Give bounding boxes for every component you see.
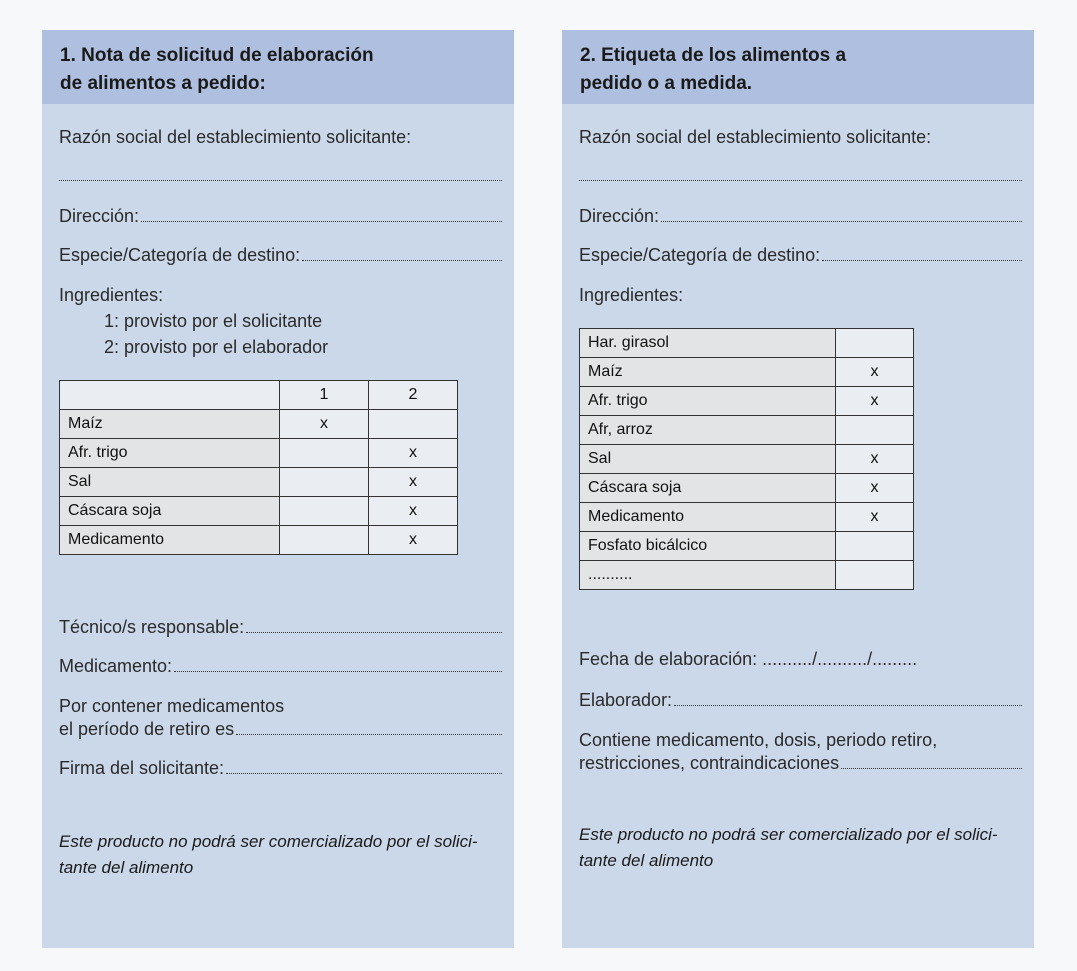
- legal-note: Este producto no podrá ser comercializado por el solici-tante del alimento: [59, 832, 478, 877]
- retiro-field[interactable]: [59, 719, 502, 740]
- tecnico-label: Técnico/s responsable:: [59, 617, 245, 637]
- table-row: [60, 468, 458, 497]
- contiene-line-1: Contiene medicamento, dosis, periodo retiro,: [579, 730, 938, 750]
- row-col-2[interactable]: x: [369, 497, 458, 526]
- table-row: [60, 439, 458, 468]
- row-name: Cáscara soja: [60, 497, 280, 526]
- row-check[interactable]: x: [836, 358, 914, 387]
- retiro-label: el período de retiro es: [59, 719, 235, 739]
- ingredientes-label: Ingredientes:: [59, 285, 164, 305]
- title-line-1: 1. Nota de solicitud de elaboración: [60, 45, 374, 66]
- row-col-2[interactable]: x: [369, 526, 458, 555]
- razon-social-field[interactable]: [59, 172, 502, 186]
- table-row: [580, 416, 914, 445]
- direccion-label: Dirección:: [59, 206, 140, 226]
- row-check[interactable]: [836, 561, 914, 590]
- row-col-1[interactable]: [280, 526, 369, 555]
- direccion-field[interactable]: [579, 206, 1022, 227]
- table-row: [60, 526, 458, 555]
- retiro-line-1: Por contener medicamentos: [59, 696, 285, 716]
- direccion-label: Dirección:: [579, 206, 660, 226]
- etiqueta-card: [562, 30, 1034, 948]
- header-cell-1: 1: [280, 381, 369, 410]
- especie-field[interactable]: [579, 245, 1022, 266]
- header-cell-2: 2: [369, 381, 458, 410]
- row-check[interactable]: [836, 532, 914, 561]
- especie-label: Especie/Categoría de destino:: [59, 245, 301, 265]
- legend-1: 1: provisto por el solicitante: [104, 311, 323, 331]
- ingredientes-table: [59, 380, 458, 555]
- row-name: Fosfato bicálcico: [580, 532, 836, 561]
- title-line-2: pedido o a medida.: [580, 73, 753, 94]
- especie-label: Especie/Categoría de destino:: [579, 245, 821, 265]
- row-col-2[interactable]: x: [369, 439, 458, 468]
- solicitud-card: [42, 30, 514, 948]
- row-name: Sal: [60, 468, 280, 497]
- row-check[interactable]: [836, 416, 914, 445]
- row-check[interactable]: x: [836, 387, 914, 416]
- table-row: [60, 497, 458, 526]
- row-name: Afr. trigo: [60, 439, 280, 468]
- row-name: Cáscara soja: [580, 474, 836, 503]
- especie-field[interactable]: [59, 245, 502, 266]
- elaborador-label: Elaborador:: [579, 690, 673, 710]
- firma-field[interactable]: [59, 758, 502, 779]
- row-col-1[interactable]: x: [280, 410, 369, 439]
- medicamento-field[interactable]: [59, 656, 502, 677]
- row-check[interactable]: x: [836, 445, 914, 474]
- row-col-1[interactable]: [280, 439, 369, 468]
- row-name: ..........: [580, 561, 836, 590]
- row-name: Afr, arroz: [580, 416, 836, 445]
- row-col-1[interactable]: [280, 468, 369, 497]
- fecha-field[interactable]: Fecha de elaboración: ........../........../.........: [579, 649, 918, 669]
- medicamento-label: Medicamento:: [59, 656, 173, 676]
- row-name: Medicamento: [580, 503, 836, 532]
- row-check[interactable]: x: [836, 474, 914, 503]
- legend-2: 2: provisto por el elaborador: [104, 337, 329, 357]
- tecnico-field[interactable]: [59, 617, 502, 638]
- razon-social-field[interactable]: [579, 172, 1022, 186]
- table-row: [580, 358, 914, 387]
- title-line-2: de alimentos a pedido:: [60, 73, 266, 94]
- table-row: [580, 445, 914, 474]
- legal-note: Este producto no podrá ser comercializado por el solici-tante del alimento: [579, 825, 998, 870]
- title-line-1: 2. Etiqueta de los alimentos a: [580, 45, 847, 66]
- row-name: Medicamento: [60, 526, 280, 555]
- elaborador-field[interactable]: [579, 690, 1022, 711]
- table-row: [580, 503, 914, 532]
- table-row: [580, 329, 914, 358]
- contiene-label: restricciones, contraindicaciones: [579, 753, 840, 773]
- table-header-row: [60, 381, 458, 410]
- row-name: Maíz: [580, 358, 836, 387]
- row-check[interactable]: x: [836, 503, 914, 532]
- table-row: [580, 561, 914, 590]
- row-name: Maíz: [60, 410, 280, 439]
- etiqueta-title: [562, 30, 1034, 104]
- table-row: [580, 474, 914, 503]
- solicitud-title: [42, 30, 514, 104]
- row-col-2[interactable]: [369, 410, 458, 439]
- razon-social-label: Razón social del establecimiento solicitante:: [579, 127, 932, 147]
- firma-label: Firma del solicitante:: [59, 758, 225, 778]
- row-check[interactable]: [836, 329, 914, 358]
- row-name: Har. girasol: [580, 329, 836, 358]
- razon-social-label: Razón social del establecimiento solicitante:: [59, 127, 412, 147]
- ingredientes-label: Ingredientes:: [579, 285, 684, 305]
- row-col-1[interactable]: [280, 497, 369, 526]
- direccion-field[interactable]: [59, 206, 502, 227]
- table-row: [580, 387, 914, 416]
- ingredientes-table: [579, 328, 914, 590]
- row-col-2[interactable]: x: [369, 468, 458, 497]
- row-name: Afr. trigo: [580, 387, 836, 416]
- table-row: [580, 532, 914, 561]
- row-name: Sal: [580, 445, 836, 474]
- header-cell-blank: [60, 381, 280, 410]
- contiene-field[interactable]: [579, 753, 1022, 774]
- table-row: [60, 410, 458, 439]
